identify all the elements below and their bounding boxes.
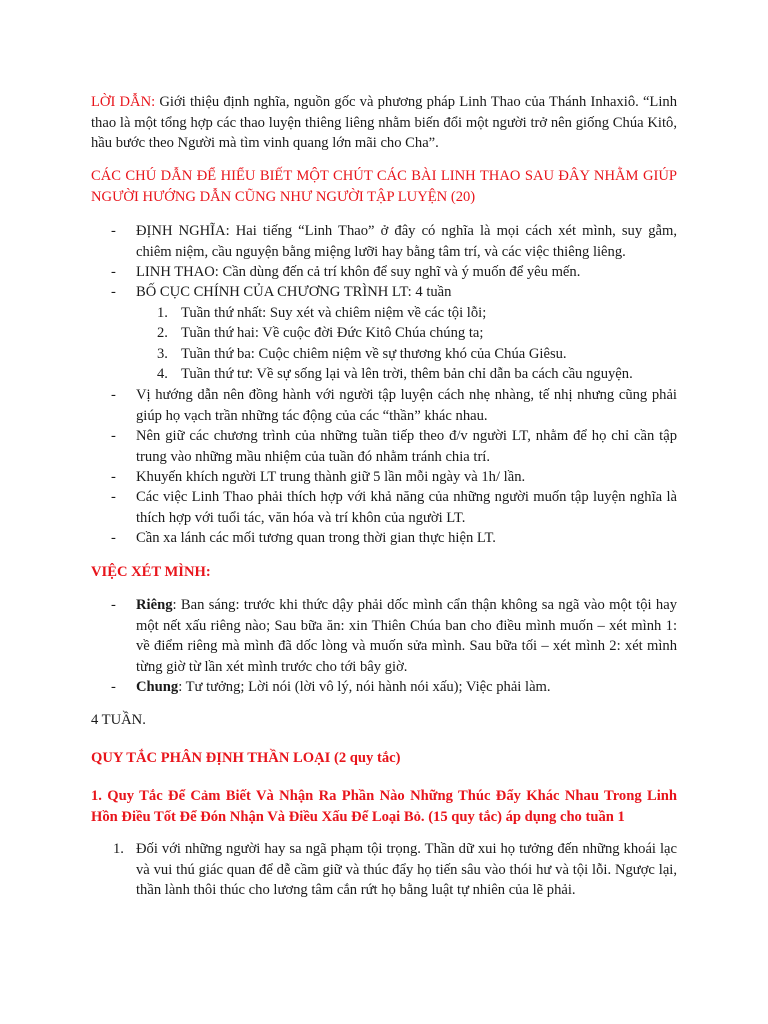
bullet-marker: -: [111, 223, 116, 239]
week-text: Tuần thứ ba: Cuộc chiêm niệm về sự thương khó của Chúa Giêsu.: [181, 346, 567, 362]
bullet-marker: -: [111, 284, 116, 300]
exam-chung-label: Chung: [136, 679, 179, 695]
heading-rule-1: 1. Quy Tắc Để Cảm Biết Và Nhận Ra Phần Nào Những Thúc Đẩy Khác Nhau Trong Linh Hồn Điều Tốt Để Đón Nhận Và Điều Xấu Để Loại Bỏ. (15 quy tắc) áp dụng cho tuần 1: [91, 788, 677, 825]
list-item: [91, 262, 677, 283]
bullet-marker: -: [111, 489, 116, 505]
bullet-marker: -: [111, 387, 116, 403]
rule-number: 1.: [113, 841, 124, 857]
heading-discernment: QUY TẮC PHÂN ĐỊNH THẦN LOẠI (2 quy tắc): [91, 750, 401, 766]
week-number: 2.: [157, 325, 168, 341]
list-item: [91, 385, 677, 426]
list-item: [91, 467, 677, 488]
note-suitable: Các việc Linh Thao phải thích hợp với khả năng của những người muốn tập luyện nghĩa là thích hợp với tuổi tác, văn hóa và trí khôn của người LT.: [136, 489, 677, 526]
rule-text: Đối với những người hay sa ngã phạm tội trọng. Thần dữ xui họ tưởng đến những khoái lạc và vui thú giác quan để dễ cầm giữ và thúc đẩy họ tiến sâu vào thói hư và tội lỗi. Ngược lại, thần lành thôi thúc cho lương tâm cắn rứt họ bằng luật tự nhiên của lẽ phải.: [136, 841, 677, 898]
bullet-marker: -: [111, 264, 116, 280]
heading-notes: CÁC CHÚ DẪN ĐỂ HIỂU BIẾT MỘT CHÚT CÁC BÀI LINH THAO SAU ĐÂY NHẰM GIÚP NGƯỜI HƯỚNG DẪN CŨNG NHƯ NGƯỜI TẬP LUYỆN (20): [91, 168, 677, 205]
exam-chung-text: : Tư tưởng; Lời nói (lời vô lý, nói hành nói xấu); Việc phải làm.: [178, 679, 551, 695]
bullet-marker: -: [111, 530, 116, 546]
week-item: [91, 303, 677, 324]
intro-label: LỜI DẪN:: [91, 94, 156, 110]
bullet-marker: -: [111, 428, 116, 444]
note-program: Nên giữ các chương trình của những tuần tiếp theo đ/v người LT, nhằm để họ chỉ cần tập trung vào những mầu nhiệm của tuần đó nhằm tránh chia trí.: [136, 428, 677, 465]
list-item: [91, 595, 677, 677]
note-definition: ĐỊNH NGHĨA: Hai tiếng “Linh Thao” ở đây có nghĩa là mọi cách xét mình, suy gẫm, chiêm niệm, cầu nguyện bằng miệng lưỡi hay bằng tâm trí, và các việc thiêng liêng.: [136, 223, 677, 260]
intro-paragraph: [91, 92, 677, 154]
note-guide: Vị hướng dẫn nên đồng hành với người tập luyện cách nhẹ nhàng, tế nhị nhưng cũng phải giúp họ vạch trần những tác động của các “thần” khác nhau.: [136, 387, 677, 424]
week-number: 1.: [157, 305, 168, 321]
week-item: [91, 344, 677, 365]
heading-examination: VIỆC XÉT MÌNH:: [91, 564, 211, 580]
bullet-marker: -: [111, 597, 116, 613]
exam-rieng-label: Riêng: [136, 597, 173, 613]
list-item: [91, 282, 677, 303]
bullet-marker: -: [111, 469, 116, 485]
list-item: [91, 221, 677, 262]
week-item: [91, 323, 677, 344]
note-avoid: Cần xa lánh các mối tương quan trong thời gian thực hiện LT.: [136, 530, 496, 546]
exam-chung: [136, 677, 677, 698]
list-item: [91, 677, 677, 698]
list-item: [91, 528, 677, 549]
list-item: [91, 426, 677, 467]
week-item: [91, 364, 677, 385]
list-item: [91, 839, 677, 901]
four-weeks-line: 4 TUẦN.: [91, 712, 146, 728]
exam-rieng-text: : Ban sáng: trước khi thức dậy phải dốc mình cẩn thận không sa ngã vào một tội hay một nết xấu riêng nào; Sau bữa ăn: xin Thiên Chúa ban cho điều mình muốn – xét mình 1: về điểm riêng mà mình đã dốc lòng và muốn sửa mình. Sau bữa tối – xét mình 2: xét mình từng giờ từ lần xét mình trước cho tới bây giờ.: [136, 597, 677, 675]
exam-rieng: [136, 595, 677, 677]
list-item: [91, 487, 677, 528]
week-text: Tuần thứ nhất: Suy xét và chiêm niệm về các tội lỗi;: [181, 305, 487, 321]
note-linh-thao: LINH THAO: Cần dùng đến cả trí khôn để suy nghĩ và ý muốn để yêu mến.: [136, 264, 581, 280]
week-text: Tuần thứ tư: Về sự sống lại và lên trời, thêm bản chỉ dẫn ba cách cầu nguyện.: [181, 366, 633, 382]
intro-text: Giới thiệu định nghĩa, nguồn gốc và phương pháp Linh Thao của Thánh Inhaxiô. “Linh thao là một tổng hợp các thao luyện thiêng liêng nhằm biến đổi một người trở nên giống Chúa Kitô, hầu bước theo Người mà tìm vinh quang lớn mãi cho Cha”.: [91, 94, 678, 151]
week-text: Tuần thứ hai: Về cuộc đời Đức Kitô Chúa chúng ta;: [181, 325, 484, 341]
week-number: 3.: [157, 346, 168, 362]
bullet-marker: -: [111, 679, 116, 695]
week-number: 4.: [157, 366, 168, 382]
note-encourage: Khuyến khích người LT trung thành giữ 5 lần mỗi ngày và 1h/ lần.: [136, 469, 526, 485]
note-structure: BỐ CỤC CHÍNH CỦA CHƯƠNG TRÌNH LT: 4 tuần: [136, 284, 452, 300]
